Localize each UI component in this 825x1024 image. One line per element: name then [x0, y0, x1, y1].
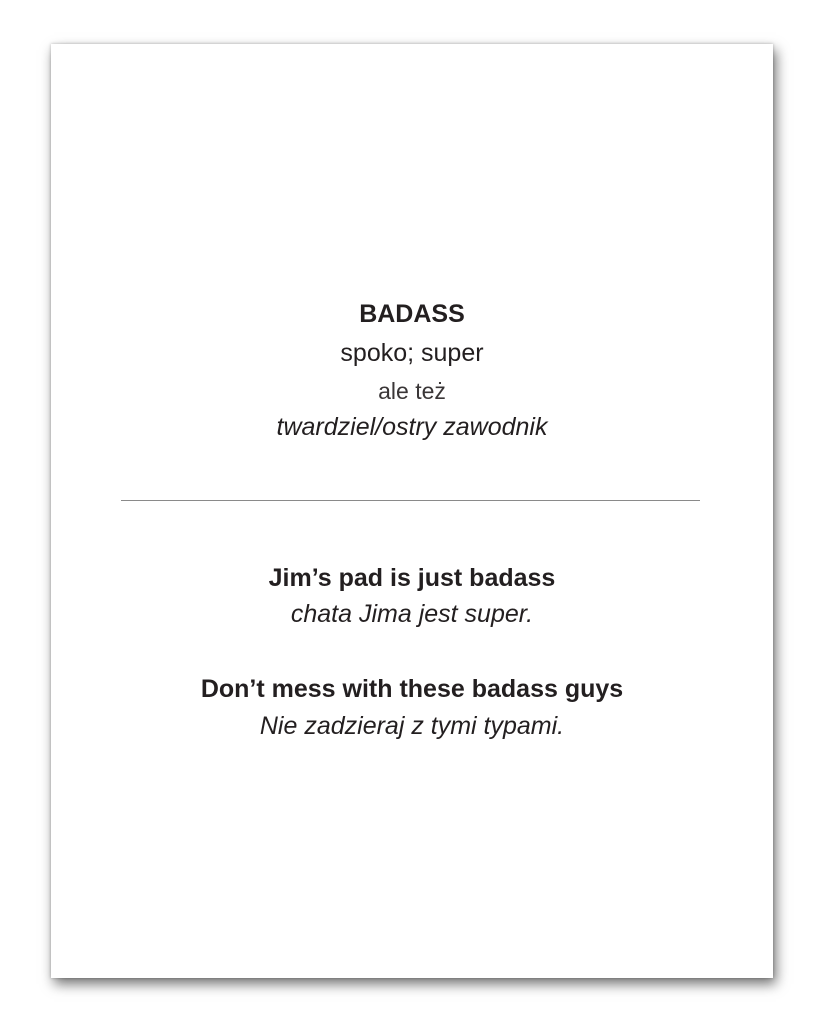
example-2-english: Don’t mess with these badass guys: [200, 675, 624, 703]
example-2-polish: Nie zadzieraj z tymi typami.: [259, 712, 565, 740]
meaning-connector: ale też: [378, 378, 446, 404]
term-alt-meaning: twardziel/ostry zawodnik: [276, 413, 548, 441]
example-1-polish: chata Jima jest super.: [290, 600, 534, 628]
flashcard: [51, 44, 773, 978]
term-heading: BADASS: [359, 300, 465, 328]
term-meaning: spoko; super: [340, 339, 484, 367]
section-divider: [121, 500, 700, 501]
example-1-english: Jim’s pad is just badass: [268, 564, 556, 592]
